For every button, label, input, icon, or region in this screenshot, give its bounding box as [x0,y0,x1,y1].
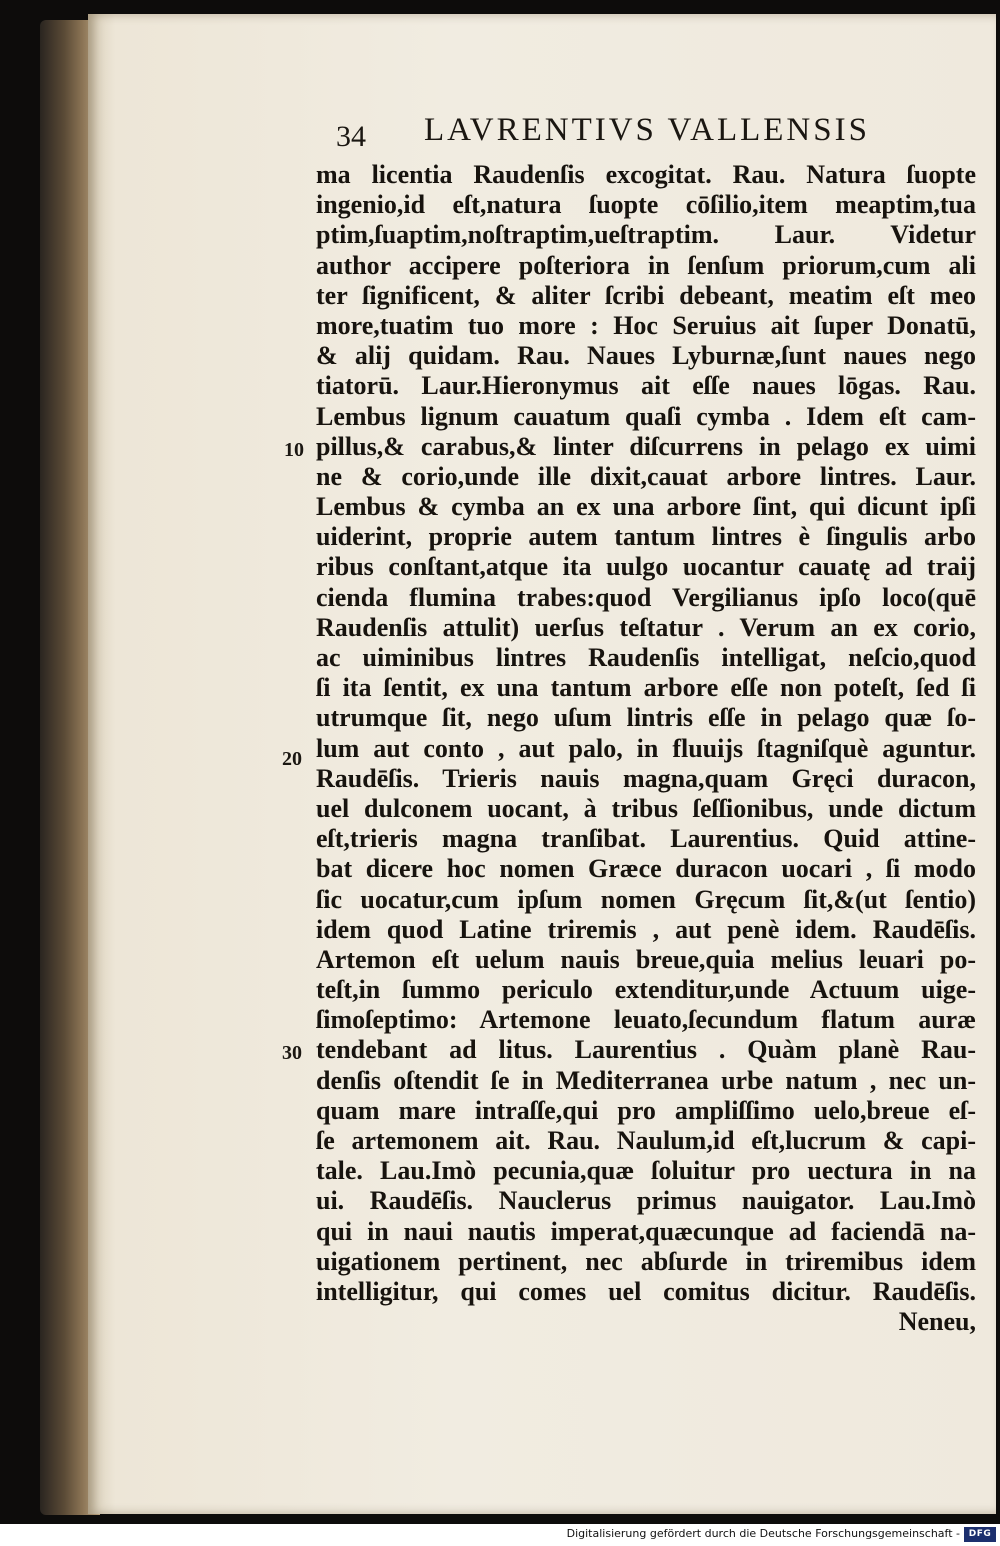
text-line: Lembus & cymba an ex una arbore ſint, qui dicunt ipſi [316,492,976,522]
digitization-footer [0,1524,1000,1546]
text-line: ui. Raudēſis. Nauclerus primus nauigator. Lau.Imò [316,1186,976,1216]
text-line: bat dicere hoc nomen Græce duracon uocari , ſi modo [316,854,976,884]
text-line: uiderint, proprie autem tantum lintres è ſingulis arbo [316,522,976,552]
text-line: intelligitur, qui comes uel comitus dicitur. Raudēſis. [316,1276,976,1306]
running-head [88,110,996,156]
text-line: idem quod Latine triremis , aut penè idem. Raudēſis. [316,914,976,944]
running-head-title: LAVRENTIVS VALLENSIS [424,112,870,148]
text-line: denſis oſtendit ſe in Mediterranea urbe natum , nec un- [316,1065,976,1095]
text-line: qui in naui nautis imperat,quæcunque ad faciendā na- [316,1216,976,1246]
dfg-logo: DFG [964,1527,996,1542]
text-line: author accipere poſteriora in ſenſum priorum,cum ali [316,250,976,280]
text-line: & alij quidam. Rau. Naues Lyburnæ,ſunt naues nego [316,341,976,371]
text-line: lum aut conto , aut palo, in fluuijs ſtagniſquè aguntur. [316,733,976,763]
page-number: 34 [336,120,366,153]
text-line: ingenio,id eſt,natura ſuopte cōſilio,item meaptim,tua [316,190,976,220]
text-line: more,tuatim tuo more : Hoc Seruius ait ſuper Donatū, [316,310,976,340]
text-line: utrumque ſit, nego uſum lintris eſſe in pelago quæ ſo- [316,703,976,733]
text-line: Artemon eſt uelum nauis breue,quia melius leuari po- [316,944,976,974]
margin-line-number: 20 [282,748,302,770]
text-line: uigationem pertinent, nec abſurde in triremibus idem [316,1246,976,1276]
funding-credit: Digitalisierung gefördert durch die Deutsche Forschungsgemeinschaft - [566,1527,960,1540]
text-line: Raudenſis attulit) uerſus teſtatur . Verum an ex corio, [316,612,976,642]
text-line: Raudēſis. Trieris nauis magna,quam Gręci duracon, [316,763,976,793]
text-line: teſt,in ſummo periculo extenditur,unde Actuum uige- [316,975,976,1005]
text-line: quam mare intraſſe,qui pro ampliſſimo uelo,breue eſ- [316,1095,976,1125]
text-line: uel dulconem uocant, à tribus ſeſſionibus, unde dictum [316,793,976,823]
text-line: ne & corio,unde ille dixit,cauat arbore lintres. Laur. [316,461,976,491]
text-line: tale. Lau.Imò pecunia,quæ ſoluitur pro uectura in na [316,1156,976,1186]
margin-line-number: 10 [284,439,304,461]
text-line: ter ſignificent, & aliter ſcribi debeant, meatim eſt meo [316,280,976,310]
text-line: ſic uocatur,cum ipſum nomen Gręcum ſit,&(ut ſentio) [316,884,976,914]
book-page [88,14,996,1514]
text-line: tendebant ad litus. Laurentius . Quàm planè Rau- [316,1035,976,1065]
text-line: ſimoſeptimo: Artemone leuato,ſecundum flatum auræ [316,1005,976,1035]
text-line: ribus conſtant,atque ita uulgo uocantur cauatę ad traij [316,552,976,582]
text-line: ſi ita ſentit, ex una tantum arbore eſſe non poteſt, ſed ſi [316,673,976,703]
text-line: Neneu, [898,1307,976,1337]
text-line: ptim,ſuaptim,noſtraptim,ueſtraptim. Laur. Videtur [316,220,976,250]
text-line: eſt,trieris magna tranſibat. Laurentius. Quid attine- [316,824,976,854]
margin-line-number: 30 [282,1042,302,1064]
text-line: ſe artemonem ait. Rau. Naulum,id eſt,lucrum & capi- [316,1126,976,1155]
text-line: pillus,& carabus,& linter diſcurrens in pelago ex uimi [316,431,976,461]
text-line: Lembus lignum cauatum quaſi cymba . Idem eſt cam- [316,401,976,431]
text-line: tiatorū. Laur.Hieronymus ait eſſe naues lōgas. Rau. [316,371,976,401]
text-line: cienda flumina trabes:quod Vergilianus ipſo loco(quē [316,582,976,612]
body-text [316,160,976,1337]
text-line: ma licentia Raudenſis excogitat. Rau. Natura ſuopte [316,160,976,189]
text-line: ac uiminibus lintres Raudenſis intelligat, neſcio,quod [316,643,976,672]
